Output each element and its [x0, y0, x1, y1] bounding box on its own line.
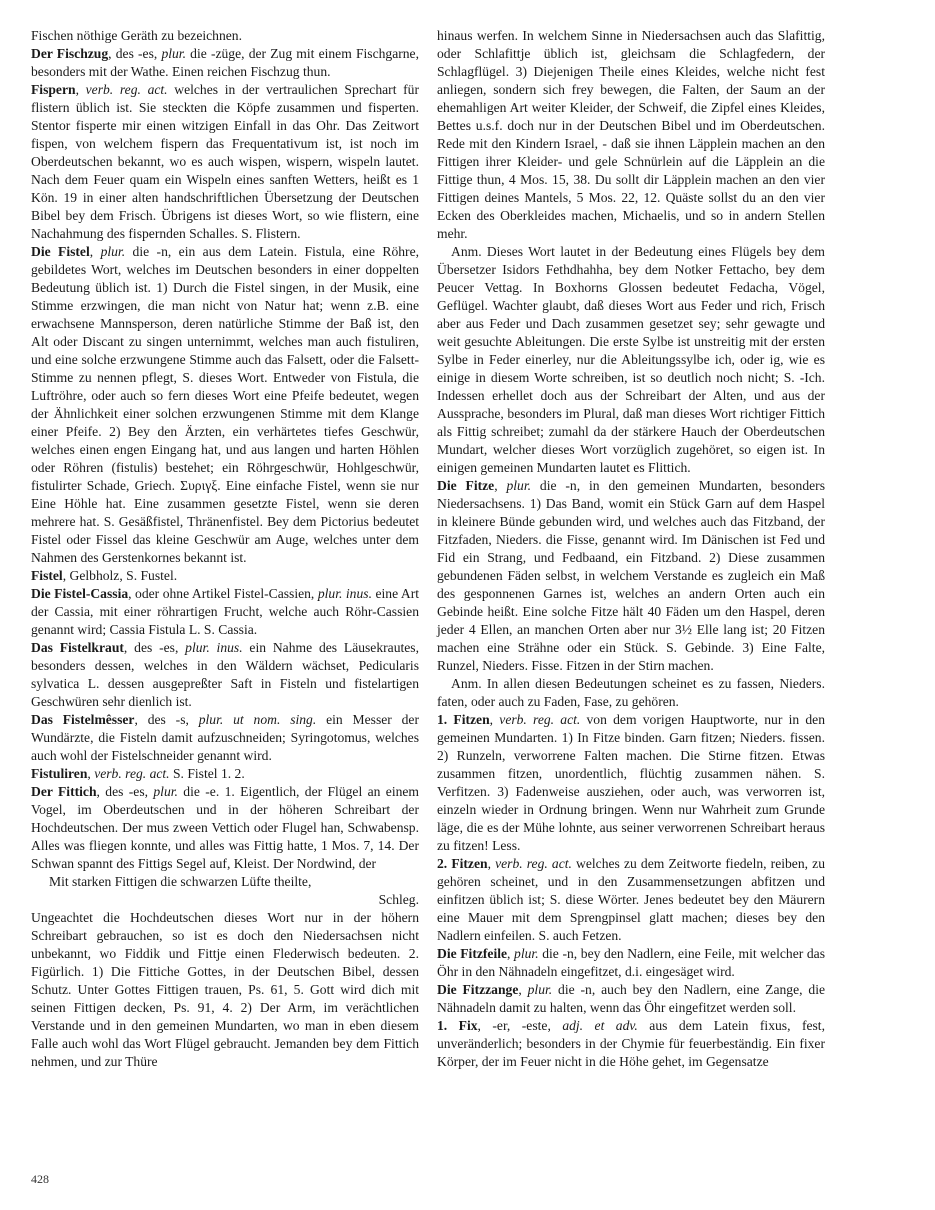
entry-fistelmesser: Das Fistelmêsser, des -s, plur. ut nom. sing. ein Messer der Wundärzte, die Fisteln damit aufzuschneiden; Syringotomus, welches auch wohl der Fistelschneider genannt wird. [31, 712, 419, 763]
quote-attribution: Schleg. [378, 892, 419, 907]
entry-fistel-cassia: Die Fistel-Cassia, oder ohne Artikel Fistel-Cassien, plur. inus. eine Art der Cassia, mit einer röhrartigen Frucht, welche auch Röhr-Cassien genannt wird; Cassia Fistula L. S. Cassia. [31, 586, 419, 637]
entry-fitzen-2: 2. Fitzen, verb. reg. act. welches zu dem Zeitworte fiedeln, reiben, zu gehören scheinet, und in den Zusammensetzungen abfitzen und einfitzen üblich ist; S. diese Wörter. Jenes bedeutet bey den Mäurern eine Mauer mit dem Sprengpinsel glatt machen; dieses bey den Nadlern einfeilen. S. auch Fetzen. [437, 856, 825, 943]
entry-fistuliren: Fistuliren, verb. reg. act. S. Fistel 1. 2. [31, 766, 245, 781]
entry-fitzfeile: Die Fitzfeile, plur. die -n, bey den Nadlern, eine Feile, mit welcher das Öhr in den Nähnadeln eingefitzet, d.i. eingesäget wird. [437, 946, 825, 979]
left-column [31, 27, 419, 1071]
note-fitze: Anm. In allen diesen Bedeutungen scheinet es zu fassen, Nieders. faten, oder auch zu Faden, Fase, zu gehören. [437, 676, 825, 709]
entry-fistel-gelbholz: Fistel, Gelbholz, S. Fustel. [31, 568, 178, 583]
verse-quote: Mit starken Fittigen die schwarzen Lüfte theilte, [49, 874, 312, 889]
entry-fittich-continued-right: hinaus werfen. In welchem Sinne in Niedersachsen auch das Slafittig, oder Schlafittje üblich ist, gleichsam die Schlagfedern, der Schlagflügel. 3) Diejenigen Theile eines Kleides, welche nicht fest anliegen, sondern sich frey bewegen, die Falten, der Saum an der ehemahligen Art weiter Kleider, der Schweif, die Zipfel eines Kleides, Bettes u.s.f. doch nur in der Deutschen Bibel und im Oberdeutschen. Rede mit den Kindern Israel, - daß sie ihnen Läpplein machen an den Fittigen ihrer Kleider- und gele Schnürlein auf die Läpplein an die Fittige thun, 4 Mos. 15, 38. Du sollt dir Läpplein machen an den vier Fittigen deines Mantels, 5 Mos. 22, 12. Quäste sollst du an den vier Ecken des Oberkleides machen, Michaelis, und so in andern Stellen mehr. [437, 28, 825, 241]
entry-fitze: Die Fitze, plur. die -n, in den gemeinen Mundarten, besonders Niedersachsens. 1) Das Band, womit ein Stück Garn auf dem Haspel in kleinere Bünde gebunden wird, und welches auch das Fitzband, der Fitzfaden, Nieders. die Fisse, genannt wird. Im Dänischen ist Fed und Fid ein Strang, und Fedbaand, ein Fitzband. 2) Diese zusammen gebundenen Fäden selbst, in welchem Verstande es zugleich ein Maß des gesponnenen Garnes ist, welches an andern Orten auch ein Gebinde heißt. Eine solche Fitze hält 40 Fäden um den Haspel, deren jeder 4 Ellen, an manchen Orten aber nur 3½ Elle lang ist; 20 Fitzen machen eine Strähne oder ein Stück. S. Gebinde. 3) Eine Falte, Runzel, Nieders. Fisse. Fitzen in der Stirn machen. [437, 478, 825, 673]
entry-fistelkraut: Das Fistelkraut, des -es, plur. inus. ein Nahme des Läusekrautes, besonders dessen, welches in den Wäldern wächset, Pedicularis sylvatica L. dessen ausgepreßter Saft in Fisteln und fistelartigen Geschwüren sehr dienlich ist. [31, 640, 419, 709]
page-number: 428 [31, 1172, 49, 1186]
note-fittich: Anm. Dieses Wort lautet in der Bedeutung eines Flügels bey dem Übersetzer Isidors Fethdhahha, bey dem Notker Fettacho, bey dem Peucer Vettag. In Boxhorns Glossen bedeutet Fedacha, Vögel, Geflügel. Wachter glaubt, daß dieses Wort aus Feder und rich, Frisch aber aus Feder und Dach zusammen gesetzet sey; sehr gewagte und weit gesuchte Ableitungen. Die erste Sylbe ist unstreitig mit der ersten Sylbe in Feder einerley, nur die Ableitungssylbe ich, oder ig, wie es einige in diesem Worte schreiben, ist so deutlich noch nicht; S. -Ich. Indessen erhellet doch aus der Schreibart der Alten, und aus der Aussprache, besonders im Plural, daß man dieses Wort richtiger Fittich als Fittig schreibet; zumahl da der stärkere Hauch der Oberdeutschen Mundart, welcher dieses Wort vorzüglich zugehöret, so eigen ist. In einigen gemeinen Mundarten lautet es Flittich. [437, 244, 825, 475]
entry-fistel: Die Fistel, plur. die -n, ein aus dem Latein. Fistula, eine Röhre, gebildetes Wort, welches im Deutschen besonders in einer doppelten Bedeutung üblich ist. 1) Durch die Fistel singen, in der Musik, eine Stimme erzwingen, die man nicht von Natur hat; wenn z.B. eine erwachsene Mannsperson, deren natürliche Stimme der Baß ist, den Alt oder Discant zu singen unternimmt, welches man auch fistuliren, und eine solche erzwungene Stimme auch das Falsett, oder die Falsett-Stimme zu nennen pflegt, S. dieses Wort. Entweder von Fistula, die Luftröhre, oder auch so fern dieses Wort eine Pfeife bedeutet, wegen der Ähnlichkeit einer solchen erzwungenen Stimme mit dem Klange einer Pfeife. 2) Bey den Ärzten, ein verhärtetes tiefes Geschwür, welches einen engen Eingang hat, und aus langen und harten Höhlen oder Röhren (fistulis) bestehet; ein Röhrgeschwür, Hohlgeschwür, fistulirter Schade, Griech. Συριγξ. Eine einfache Fistel, wenn sie nur Eine Höhle hat. Eine zusammen gesetzte Fistel, wenn sie deren mehrere hat. S. Gesäßfistel, Thränenfistel. Bey dem Pictorius bedeutet Fistel oder Fissel das kleine Geschwür am Auge, welches unter dem Nahmen des Gerstenkornes bekannt ist. [31, 244, 420, 565]
entry-fitzen-1: 1. Fitzen, verb. reg. act. von dem vorigen Hauptworte, nur in den gemeinen Mundarten. 1) In Fitze binden. Garn fitzen; Nieders. fissen. 2) Runzeln, verworrene Falten machen. Die Stirne fitzen. Etwas zusammen fitzen, unordentlich, flüchtig zusammen nähen. S. Verfitzen. 3) Fadenweise ausziehen, oder auch, was verworren ist, einzeln wieder in Ordnung bringen. Wenn nur Wahrheit zum Grunde läge, die es der Mühe lohnte, aus seiner verworrenen Schreibart heraus zu fitzen! Less. [437, 712, 826, 853]
entry-fischzug: Der Fischzug, des -es, plur. die -züge, der Zug mit einem Fischgarne, besonders mit der Wathe. Einen reichen Fischzug thun. [31, 46, 419, 79]
entry-fix: 1. Fix, -er, -este, adj. et adv. aus dem Latein fixus, fest, unveränderlich; besonders in der Chymie für feuerbeständig. Ein fixer Körper, der im Feuer nicht in die Höhe gehet, im Gegensatze [437, 1018, 825, 1069]
entry-fispern: Fispern, verb. reg. act. welches in der vertraulichen Sprechart für flistern üblich ist. Sie steckten die Köpfe zusammen und fisperten. Stentor fisperte mir einen witzigen Einfall in das Ohr. Das Zeitwort fispen, von welchem fispern das Frequentativum ist, ist noch im Oberdeutschen bekannt, wo es auch wispen, wispern, wispeln lautet. Nach dem Feuer quam ein Wispeln eines sanften Wetters, heißt es 1 Kön. 19 in einer alten handschriftlichen Übersetzung der Deutschen Bibel bey dem Frisch. Übrigens ist dieses Wort, so wie flistern, eine Nachahmung des fispernden Schalles. S. Flistern. [31, 82, 419, 241]
right-column [437, 27, 825, 1071]
entry-fittich-continued: Ungeachtet die Hochdeutschen dieses Wort nur in der höhern Schreibart gebrauchen, so ist es doch den Niedersachsen nicht unbekannt, wo Fiddik und Fittje einen Flederwisch bedeuten. 2. Figürlich. 1) Die Fittiche Gottes, in der Deutschen Bibel, dessen Schutz. Unter Gottes Fittigen trauen, Ps. 61, 5. Gott wird dich mit seinen Fittigen decken, Ps. 91, 4. 2) Der Arm, im verächtlichen Verstande und in den gemeinen Mundarten, wo man in eben diesem Falle auch wohl das Wort Flügel gebraucht. Jemanden bey dem Fittich nehmen, und zur Thüre [31, 910, 419, 1069]
entry-continuation: Fischen nöthige Geräth zu bezeichnen. [31, 28, 243, 43]
entry-fitzzange: Die Fitzzange, plur. die -n, auch bey den Nadlern, eine Zange, die Nähnadeln damit zu halten, wenn das Öhr eingefitzet werden soll. [437, 982, 826, 1015]
entry-fittich: Der Fittich, des -es, plur. die -e. 1. Eigentlich, der Flügel an einem Vogel, im Oberdeutschen und in der höheren Schreibart der Hochdeutschen. Der mus zween Vettich oder Flugel han, Schwabensp. Alles was fliegen konnte, und alles was Fittig hatte, 1 Mos. 7, 14. Der Schwan spannt des Fittigs Segel auf, Kleist. Der Nordwind, der [31, 784, 420, 871]
